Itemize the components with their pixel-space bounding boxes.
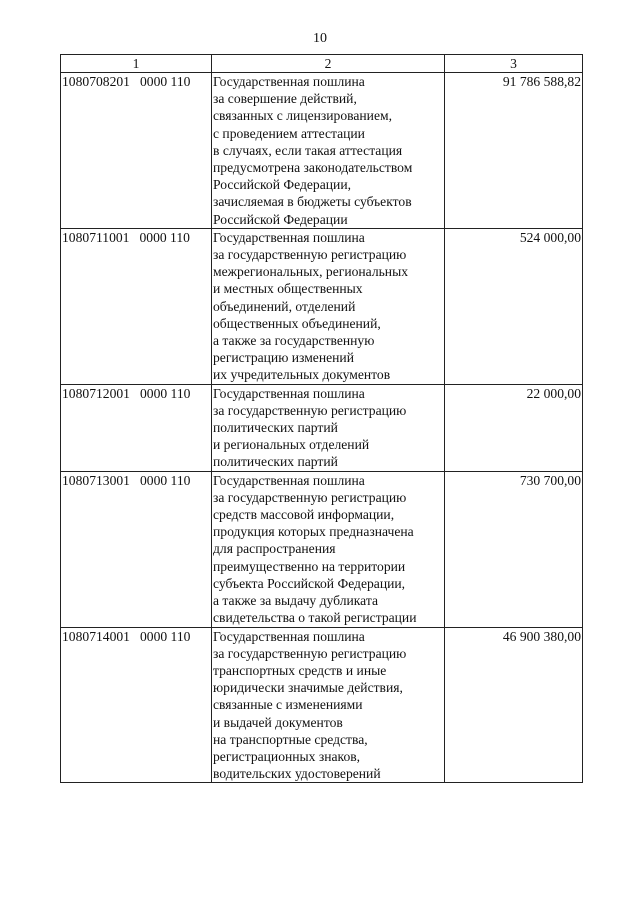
revenue-description-line: Российской Федерации xyxy=(213,211,348,227)
table-row xyxy=(61,228,583,384)
budget-code-main: 1080712001 xyxy=(62,385,130,401)
table-row xyxy=(61,384,583,471)
budget-code-main: 1080713001 xyxy=(62,472,130,488)
budget-code-sub: 0000 110 xyxy=(139,74,191,89)
budget-code-cell xyxy=(61,228,212,384)
table-body xyxy=(61,73,583,783)
table-header-row xyxy=(61,55,583,73)
revenue-description-line: Государственная пошлина xyxy=(213,74,365,89)
column-header-code: 1 xyxy=(61,55,212,73)
revenue-description-line: средств массовой информации, xyxy=(213,507,395,523)
revenue-description-line: субъекта Российской Федерации, xyxy=(213,575,406,591)
table-row xyxy=(61,73,583,229)
budget-code-sub: 0000 110 xyxy=(139,385,191,401)
revenue-description-line: с проведением аттестации xyxy=(213,125,365,141)
revenue-description-cell xyxy=(212,627,445,783)
budget-code-cell xyxy=(61,627,212,783)
revenue-description-line: и региональных отделений xyxy=(213,437,370,453)
revenue-description-line: продукция которых предназначена xyxy=(213,524,414,540)
budget-code-cell xyxy=(61,384,212,471)
page-number: 10 xyxy=(313,31,327,46)
amount-cell: 46 900 380,00 xyxy=(445,627,583,783)
revenue-description-line: объединений, отделений xyxy=(213,298,356,314)
revenue-description-line: транспортных средств и иные xyxy=(213,662,387,678)
revenue-description-line: связанные с изменениями xyxy=(213,697,363,713)
revenue-description-line: свидетельства о такой регистрации xyxy=(213,610,417,626)
revenue-description-line: регистрационных знаков, xyxy=(213,748,361,764)
revenue-description-line: за государственную регистрацию xyxy=(213,402,407,418)
revenue-description-line: за государственную регистрацию xyxy=(213,247,407,263)
revenue-description-line: их учредительных документов xyxy=(213,367,391,383)
revenue-description-line: Государственная пошлина xyxy=(213,385,365,401)
revenue-description-line: для распространения xyxy=(213,541,336,557)
revenue-description-line: водительских удостоверений xyxy=(213,766,381,782)
revenue-description-line: зачисляемая в бюджеты субъектов xyxy=(213,194,412,210)
revenue-description-line: Государственная пошлина xyxy=(213,472,365,488)
revenue-description-cell xyxy=(212,228,445,384)
revenue-description-line: Российской Федерации, xyxy=(213,177,351,193)
revenue-description-line: межрегиональных, региональных xyxy=(213,264,409,280)
budget-table xyxy=(60,54,583,783)
revenue-description-line: преимущественно на территории xyxy=(213,558,406,574)
revenue-description-line: регистрацию изменений xyxy=(213,350,354,366)
table-row xyxy=(61,627,583,783)
budget-code-cell xyxy=(61,471,212,627)
column-header-amount: 3 xyxy=(445,55,583,73)
revenue-description-line: Государственная пошлина xyxy=(213,229,365,245)
revenue-description-line: предусмотрена законодательством xyxy=(213,160,413,176)
amount-cell: 524 000,00 xyxy=(445,228,583,384)
revenue-description-line: политических партий xyxy=(213,454,338,470)
revenue-description-cell xyxy=(212,384,445,471)
revenue-description-line: и местных общественных xyxy=(213,281,363,297)
revenue-description-line: а также за государственную xyxy=(213,333,375,349)
budget-code-main: 1080714001 xyxy=(62,628,130,644)
budget-code-cell xyxy=(61,73,212,229)
revenue-description-line: а также за выдачу дубликата xyxy=(213,593,379,609)
revenue-description-line: общественных объединений, xyxy=(213,315,381,331)
revenue-description-line: за государственную регистрацию xyxy=(213,489,407,505)
revenue-description-line: за совершение действий, xyxy=(213,91,357,107)
budget-code-sub: 0000 110 xyxy=(139,229,190,245)
revenue-description-line: юридически значимые действия, xyxy=(213,680,403,696)
amount-cell: 91 786 588,82 xyxy=(445,73,583,229)
revenue-description-line: на транспортные средства, xyxy=(213,731,368,747)
table-row xyxy=(61,471,583,627)
amount-cell: 22 000,00 xyxy=(445,384,583,471)
amount-cell: 730 700,00 xyxy=(445,471,583,627)
revenue-description-line: и выдачей документов xyxy=(213,714,343,730)
budget-code-sub: 0000 110 xyxy=(139,628,191,644)
revenue-description-line: связанных с лицензированием, xyxy=(213,108,392,124)
revenue-description-line: за государственную регистрацию xyxy=(213,645,407,661)
budget-code-main: 1080708201 xyxy=(62,74,130,89)
revenue-description-line: в случаях, если такая аттестация xyxy=(213,142,403,158)
revenue-description-line: Государственная пошлина xyxy=(213,628,365,644)
budget-code-main: 1080711001 xyxy=(62,229,130,245)
budget-code-sub: 0000 110 xyxy=(139,472,191,488)
revenue-description-cell xyxy=(212,73,445,229)
revenue-description-cell xyxy=(212,471,445,627)
revenue-description-line: политических партий xyxy=(213,420,338,436)
column-header-description: 2 xyxy=(212,55,445,73)
